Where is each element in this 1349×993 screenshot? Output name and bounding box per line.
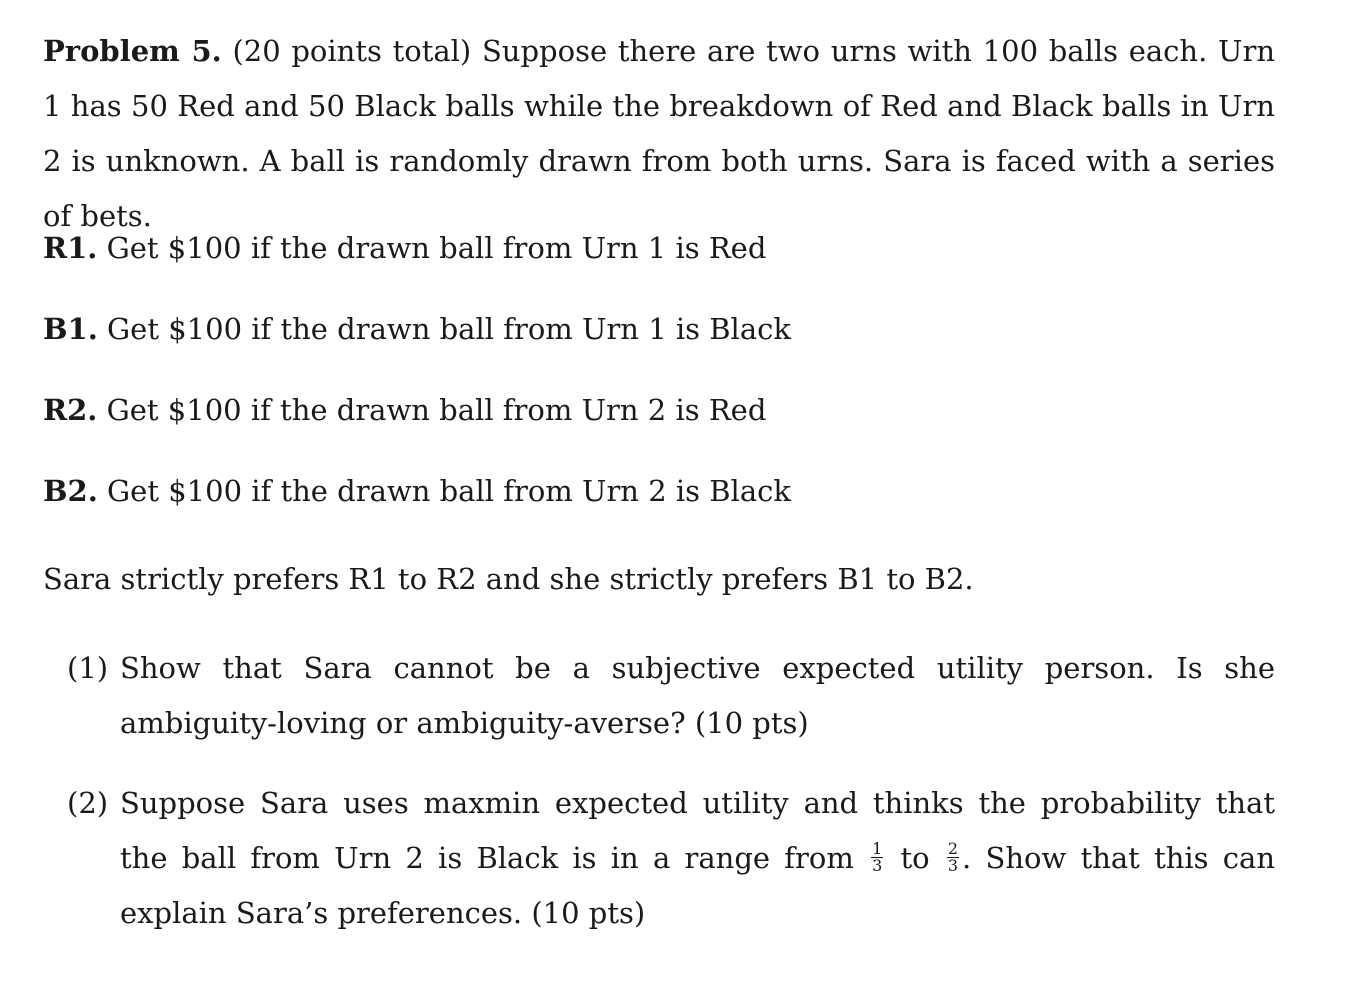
- bet-b1: [43, 309, 791, 349]
- problem-heading: Problem 5.: [43, 34, 222, 68]
- fraction-denominator: 3: [872, 855, 883, 875]
- question-number: (2): [67, 786, 109, 820]
- question-text-before: Suppose Sara uses maxmin expected utility and thinks the probability that the ball from Urn 2 is Black is in a range from: [120, 786, 1275, 875]
- bet-label: R1.: [43, 231, 98, 265]
- fraction-numerator: 2: [947, 838, 959, 858]
- problem-intro: [43, 24, 1275, 244]
- bet-label: B2.: [43, 474, 98, 508]
- question-number: (1): [67, 651, 109, 685]
- fraction-one-third: [871, 838, 883, 875]
- question-text: [120, 776, 1275, 941]
- bet-b2: [43, 471, 791, 511]
- bet-text: Get $100 if the drawn ball from Urn 1 is Black: [97, 312, 791, 346]
- bet-text: Get $100 if the drawn ball from Urn 1 is Red: [97, 231, 767, 265]
- bet-label: R2.: [43, 393, 98, 427]
- fraction-numerator: 1: [872, 838, 883, 858]
- fraction-two-thirds: [947, 838, 959, 875]
- bet-text: Get $100 if the drawn ball from Urn 2 is Black: [97, 474, 791, 508]
- question-text: Show that Sara cannot be a subjective expected utility person. Is she ambiguity-loving or ambiguity-averse? (10 pts): [120, 651, 1275, 740]
- preference-statement: Sara strictly prefers R1 to R2 and she strictly prefers B1 to B2.: [43, 562, 974, 596]
- question-text-after: . Show that this can explain Sara’s preferences. (10 pts): [120, 841, 1276, 930]
- bet-r2: [43, 390, 766, 430]
- fraction-denominator: 3: [947, 855, 959, 875]
- question-text-mid: to: [886, 841, 944, 875]
- bet-text: Get $100 if the drawn ball from Urn 2 is Red: [97, 393, 767, 427]
- problem-intro-text: (20 points total) Suppose there are two urns with 100 balls each. Urn 1 has 50 Red and 50 Black balls while the breakdown of Red and Black balls in Urn 2 is unknown. A ball is randomly drawn from both urns. Sara is faced with a series of bets.: [43, 34, 1276, 233]
- bet-label: B1.: [43, 312, 98, 346]
- bet-r1: [43, 228, 766, 268]
